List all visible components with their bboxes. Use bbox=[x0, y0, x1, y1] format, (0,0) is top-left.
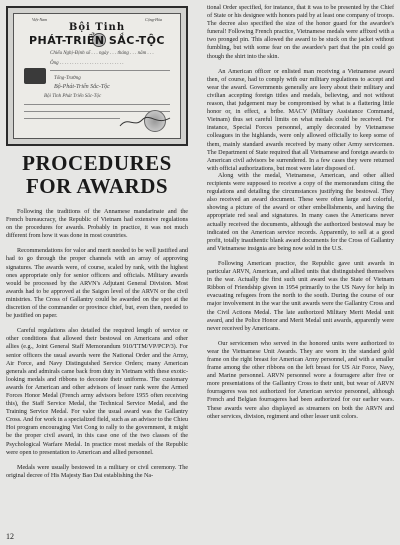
certificate-rule bbox=[50, 70, 170, 71]
right-column-text-bottom bbox=[207, 172, 394, 421]
certificate-script-line: Chiếu Nghị-Định số . . . ngày . . . tháng . . . năm . . . bbox=[50, 51, 154, 56]
certificate-header-right: Cộng-Hòa bbox=[145, 17, 162, 22]
certificate-rule bbox=[24, 118, 120, 119]
certificate-rule bbox=[24, 104, 170, 105]
certificate-script-line: Tổng-Trưởng bbox=[54, 76, 81, 81]
article-headline bbox=[6, 152, 188, 198]
stamp-icon bbox=[24, 68, 46, 84]
headline-line-2: FOR AWARDS bbox=[25, 174, 169, 198]
certificate-script-line: Bội Tinh Phát Triển Sắc-Tộc bbox=[44, 94, 102, 99]
signature-icon bbox=[118, 114, 172, 130]
paragraph: Careful regulations also detailed the required length of service or other conditions that allowed their bestowal on Americans and other allies (e.g., Joint General Staff Memorandum 910/TTM/VP/PCP/3). For senior officers the usual awards were the National Order and the Army, Air Force, and Navy Distinguished Service Orders; many American generals and admirals came back from duty in Vietnam with these exotic-looking medals and ribbons to decorate their uniforms. The customary awards for American and other advisors of lesser rank were the Armed Forces Honor Medal (French army advisors before 1955 often receiving this), the Staff Service Medal, the Technical Service Medal, and the Training Service Medal. For valor the usual award was the Gallantry Cross. And for work in a specialized field, such as an advisor to the Chieu Hoi program encouraging Viet Cong to rally to the government, it might be the proper civil award, in this case one of the two classes of the Psychological Warfare Medal. In practice most medals of the Republic were open to presentation to American and allied personnel. bbox=[6, 328, 188, 456]
headline-line-1: PROCEDURES bbox=[22, 151, 172, 175]
paragraph: An American officer or enlisted man receiving a Vietnamese award then, of course, had to comply with our military regulations to accept and wear the award. Governments generally are leery about their military and civilian accepting foreign titles and medals, believing, and not without reason, that judgement may be compromised by what is a flattering little honor or, in effect, a bribe. MACV (Military Assistance Command, Vietnam) thus set careful limits on what medals could be received. For instance, Special Forces personnel, amply decorated by Vietnamese colleagues in the highlands, were only allowed officially to keep some of them, mainly standard awards received by many other Army servicemen. The Department of State required that all Vietnamese and foreign awards to American civil advisors be surrendered. In a few cases they were returned with official authorizations, but most were later disposed of. bbox=[207, 68, 394, 172]
paragraph: Following the traditions of the Annamese mandarinate and the French bureaucracy, the Republic of Vietnam had extensive regulations on the procedures for awards. Probably in practice, it was not much different from how it was done in most countries. bbox=[6, 209, 188, 240]
paragraph: tional Order specified, for instance, that it was to be presented by the Chief of State or his designee with honors paid by at least one company of troops. The decree also specified the size of the honor guard for the awardee's funeral! Following French practice, Vietnamese medals were affixed with a two pronged pin. This allowed the award to be stuck on the jacket without fumbling, but with some fear on the awardee's part that the pin could go though the shirt into the skin. bbox=[207, 5, 394, 60]
paragraph: Along with the medal, Vietnamese, American, and other allied recipients were supposed to receive a copy of the memorandum citing the regulations and detailing the circumstances justifying the bestowal. They also received an award document. These were often large and colorful, showing a picture of the award or other embellishments, and having the appropriate red seal and signatures. In many cases the Americans never actually received the documents, although the authorized bestowal may be indicated on the American service records. Apparently, to sell at a good profit, totally inauthentic blank award documents for the Cross of Gallantry and Vietnamese insignia are being now sold in the U.S. bbox=[207, 173, 394, 252]
certificate-title-main: PHÁT-TRIỂN SẮC-TỘC bbox=[28, 34, 165, 47]
certificate-header-left: Việt-Nam bbox=[32, 17, 48, 22]
paragraph: Following American practice, the Republic gave unit awards in particular ARVN, American, and allied units that distinguished themselves in the war. Actually the first such unit award was the State of Vietnam Ribbon of Friendship given in 1954 primarily to the US Navy for help in evacuating refugees from the north to the south. During the course of our major involvement in the war the unit awards were the Gallantry Cross and the Civil Actions Medal. The late authorized Military Merit Medal unit award, and the Police Honor and Merit Medal unit awards, apparently were never received by Americans. bbox=[207, 260, 394, 332]
left-column-text bbox=[6, 208, 188, 480]
award-certificate-image bbox=[6, 6, 188, 146]
right-column-text-top bbox=[207, 4, 394, 173]
paragraph: Medals were usually bestowed in a military or civil ceremony. The original decree of His Majesty Bao Dai establishing the Na- bbox=[6, 464, 188, 479]
paragraph: Recommendations for valor and merit needed to be well justified and had to go through the proper channels with an array of approving signatures. The awards were, of course, scaled by rank, with the highest ones appropriate only for senior officers and officials. Military awards would be processed by the ARVN's Adjutant General Division. Most awards had to be approved at the Saigon level of the ARVN or the civil ministries. The Cross of Gallantry could be awarded on the spot at the discretion of the commander or province chief, but, even then, needed to be justified on paper. bbox=[6, 248, 188, 320]
paragraph: Our servicemen who served in the honored units were authorized to wear the Vietnamese Unit Awards. They are worn in the standard gold frame on the right breast for American Army personnel, and with a smaller frame among the other ribbons on the left breast for US Air Force, Navy, and Marine personnel. ARVN personnel wore a fourragere after five or more presentations of the Gallantry Cross to their unit, but wear of ARVN fourrageres was not authorized for American service personnel, although French and Belgian fourrageres had been authorized for our earlier wars. These awards were also displayed as streamers on both the ARVN and other services, division, regiment and other lesser unit colors. bbox=[207, 340, 394, 420]
certificate-script-line: Bộ-Phát-Triển Sắc-Tộc bbox=[54, 84, 110, 90]
page-number: 12 bbox=[6, 532, 14, 541]
certificate-frame bbox=[13, 13, 181, 139]
certificate-title-top: Bội Tinh bbox=[68, 22, 126, 33]
certificate-script-line: Ông . . . . . . . . . . . . . . . . . . . . . . . . . . bbox=[50, 61, 124, 66]
